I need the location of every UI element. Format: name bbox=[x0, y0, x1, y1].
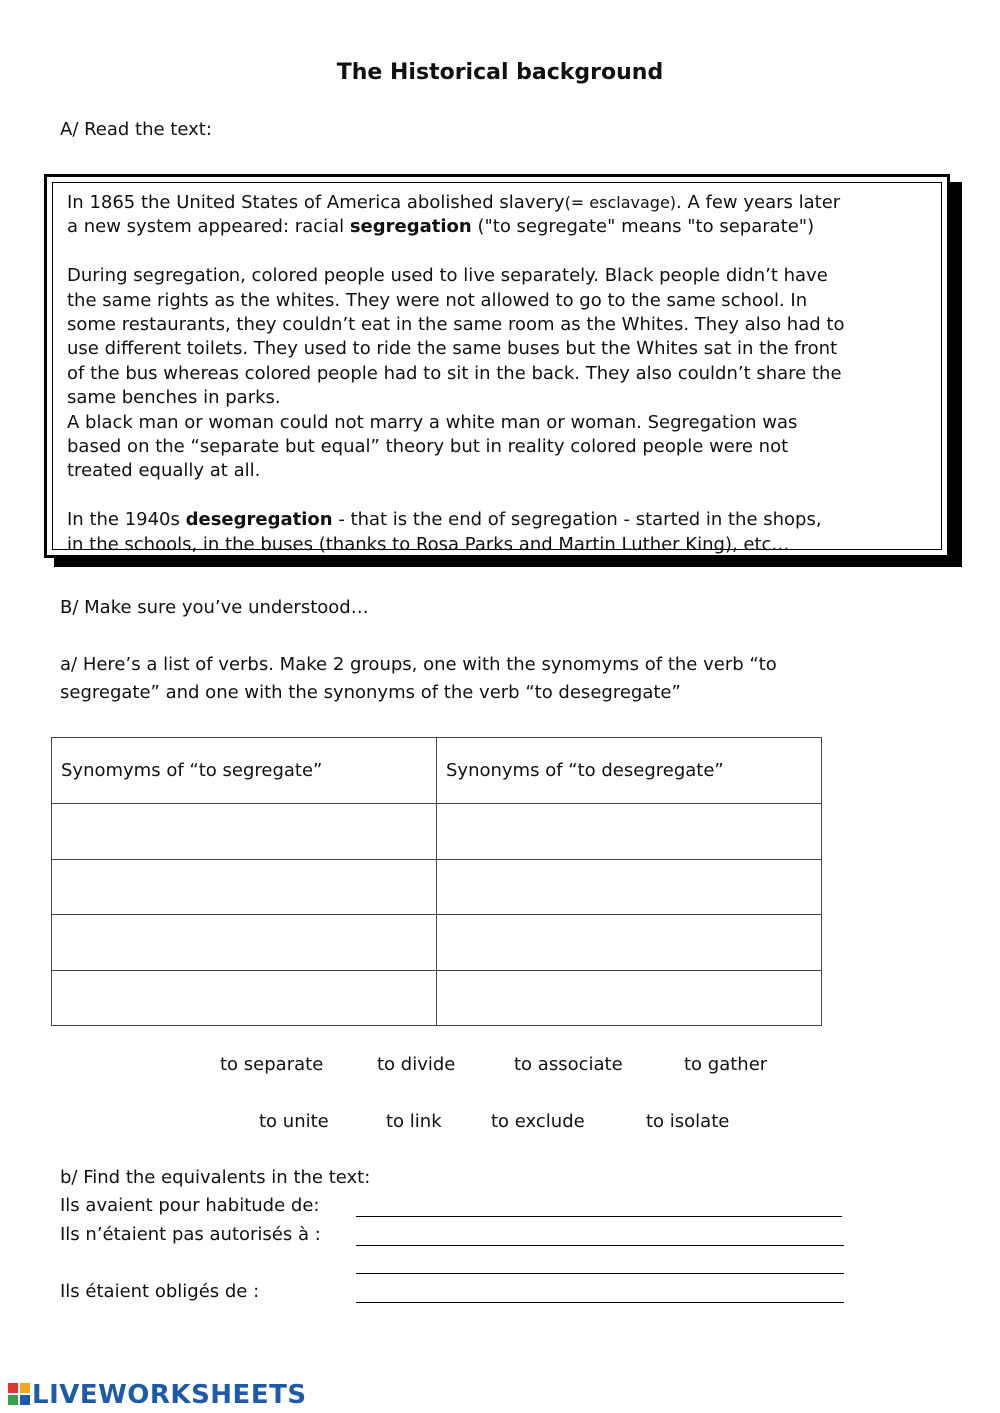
exercise-b-heading: b/ Find the equivalents in the text: bbox=[60, 1167, 371, 1188]
verb-chip[interactable]: to link bbox=[386, 1111, 442, 1132]
answer-cell-segregate[interactable] bbox=[52, 859, 437, 915]
paragraph-3-line: A black man or woman could not marry a white man or woman. Segregation was bbox=[67, 411, 798, 433]
answer-line-2[interactable] bbox=[356, 1225, 844, 1246]
answer-cell-segregate[interactable] bbox=[52, 804, 437, 860]
question-1-label: Ils avaient pour habitude de: bbox=[60, 1195, 320, 1216]
paragraph-3-line: based on the “separate but equal” theory but in reality colored people were not bbox=[67, 436, 789, 458]
keyword-segregation: segregation bbox=[349, 216, 472, 238]
logo-mark-icon bbox=[8, 1383, 30, 1405]
paragraph-2-line: the same rights as the whites. They were not allowed to go to the same school. In bbox=[67, 289, 808, 311]
liveworksheets-logo bbox=[8, 1380, 307, 1410]
paragraph-2-line: some restaurants, they couldn’t eat in the same room as the Whites. They also had to bbox=[67, 314, 845, 336]
verb-chip[interactable]: to divide bbox=[377, 1054, 456, 1075]
paragraph-2-line: use different toilets. They used to ride the same buses but the Whites sat in the front bbox=[67, 338, 838, 360]
keyword-desegregation: desegregation bbox=[185, 509, 333, 531]
exercise-a-instruction-line-2: segregate” and one with the synonyms of the verb “to desegregate” bbox=[60, 682, 681, 703]
paragraph-2-line: of the bus whereas colored people had to sit in the back. They also couldn’t share the bbox=[67, 362, 842, 384]
answer-cell-desegregate[interactable] bbox=[437, 859, 822, 915]
verb-chip[interactable]: to exclude bbox=[491, 1111, 585, 1132]
answer-line-2b[interactable] bbox=[356, 1253, 844, 1274]
paragraph-2-line: During segregation, colored people used to live separately. Black people didn’t have bbox=[67, 265, 828, 287]
answer-cell-segregate[interactable] bbox=[52, 915, 437, 971]
translation-note: (= esclavage) bbox=[564, 193, 677, 212]
paragraph-1-line-1: In 1865 the United States of America abolished slavery(= esclavage). A few years later bbox=[67, 192, 841, 213]
column-header-desegregate: Synonyms of “to desegregate” bbox=[437, 738, 822, 804]
section-a-heading: A/ Read the text: bbox=[60, 119, 212, 140]
verb-chip[interactable]: to associate bbox=[514, 1054, 623, 1075]
logo-text: LIVEWORKSHEETS bbox=[32, 1380, 307, 1410]
question-2-label: Ils n’étaient pas autorisés à : bbox=[60, 1224, 321, 1245]
paragraph-4-line-2: in the schools, in the buses (thanks to Rosa Parks and Martin Luther King), etc… bbox=[67, 533, 790, 555]
paragraph-4-line-1: In the 1940s desegregation - that is the end of segregation - started in the shops, bbox=[67, 509, 822, 531]
section-b-heading: B/ Make sure you’ve understood… bbox=[60, 597, 369, 618]
verb-chip[interactable]: to isolate bbox=[646, 1111, 730, 1132]
reading-text-box bbox=[44, 174, 950, 558]
paragraph-1-line-2: a new system appeared: racial segregation ("to segregate" means "to separate") bbox=[67, 216, 815, 238]
page-title: The Historical background bbox=[336, 60, 664, 85]
verb-chip[interactable]: to unite bbox=[259, 1111, 329, 1132]
answer-cell-desegregate[interactable] bbox=[437, 915, 822, 971]
answer-line-1[interactable] bbox=[356, 1196, 842, 1217]
paragraph-3-line: treated equally at all. bbox=[67, 460, 261, 482]
synonyms-table bbox=[51, 737, 822, 1026]
exercise-a-instruction-line-1: a/ Here’s a list of verbs. Make 2 groups, one with the synomyms of the verb “to bbox=[60, 654, 777, 675]
column-header-segregate: Synomyms of “to segregate” bbox=[52, 738, 437, 804]
verb-chip[interactable]: to gather bbox=[684, 1054, 768, 1075]
question-3-label: Ils étaient obligés de : bbox=[60, 1281, 260, 1302]
answer-line-3[interactable] bbox=[356, 1282, 844, 1303]
answer-cell-segregate[interactable] bbox=[52, 970, 437, 1026]
paragraph-2-line: same benches in parks. bbox=[67, 387, 281, 409]
reading-text bbox=[67, 191, 947, 557]
answer-cell-desegregate[interactable] bbox=[437, 804, 822, 860]
verb-chip[interactable]: to separate bbox=[220, 1054, 324, 1075]
answer-cell-desegregate[interactable] bbox=[437, 970, 822, 1026]
